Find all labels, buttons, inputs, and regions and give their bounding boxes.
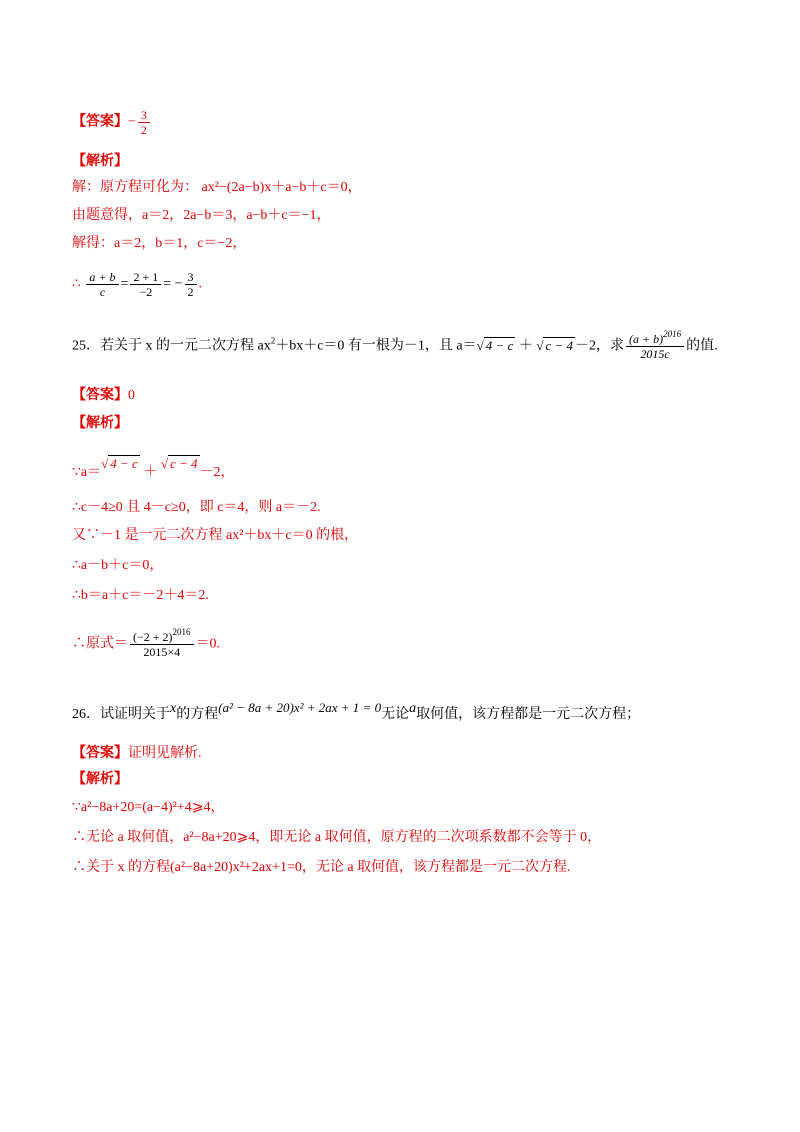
solution-25-line3: 又∵－1 是一元二次方程 ax²＋bx＋c＝0 的根，: [72, 528, 359, 543]
sqrt-c-minus-4: √ c − 4: [536, 337, 574, 353]
sqrt-4-minus-c: √ 4 − c: [476, 337, 514, 353]
solution-26-line3: ∴关于 x 的方程(a²−8a+20)x²+2ax+1=0，无论 a 取何值，该方程都是一元二次方程.: [72, 860, 571, 875]
solution-25-line5: ∴b＝a＋c＝－2＋4＝2.: [72, 588, 209, 603]
fraction-original-expression: $\frac{(-2 + 2)^{2016}}{2015\times 4}$: [130, 630, 194, 659]
solution-25-line2: ∴c－4≥0 且 4－c≥0，即 c＝4，则 a＝－2.: [72, 500, 321, 515]
quadratic-equation: (a² − 8a + 20)x² + 2ax + 1 = 0: [218, 700, 382, 715]
solution-26-line2: ∴无论 a 取何值，a²−8a+20⩾4，即无论 a 取何值，原方程的二次项系数都不会等于 0，: [72, 830, 602, 845]
fraction-a-plus-b-power-over-2015c: $\frac{(a + b)^{2016}}{2015c}$: [626, 332, 684, 361]
fraction-3-over-2: $\frac{3}{2}$: [185, 270, 197, 299]
answer-26: 【答案】证明见解析.: [72, 746, 202, 761]
solution-24-line3: 解得：a＝2，b＝1，c＝−2，: [72, 236, 247, 251]
answer-24-fraction: $\frac{3}{2}$: [138, 108, 150, 137]
solution-25-line4: ∴a－b＋c＝0，: [72, 558, 164, 573]
solution-25-line1: ∵a＝√ 4 − c ＋ √ c − 4－2，: [72, 456, 235, 480]
fraction-a-plus-b-over-c: $\frac{a + b}{c}$: [86, 270, 118, 299]
solution-24-line2: 由题意得，a＝2，2a−b＝3，a−b＋c＝−1，: [72, 208, 331, 223]
question-25: 25．若关于 x 的一元二次方程 $ax^2+bx+c=0$ 有一根为－1，且 a＝√ 4 − c ＋ √ c − 4 －2，求 $\frac{(a + b)^{2016}}{2015c}$ 的值.: [72, 329, 718, 361]
solution-25-line6: ∴原式＝ $\frac{(-2 + 2)^{2016}}{2015\times 4}$ ＝0.: [72, 627, 221, 659]
analysis-label-24: 【解析】: [72, 154, 128, 169]
solution-24-line4: ∴ $\frac{a + b}{c}$ = $\frac{2 + 1}{-2}$ = − $\frac{3}{2}$ .: [72, 270, 203, 299]
question-26: 26．试证明关于x的方程(a² − 8a + 20)x² + 2ax + 1 = 0无论a取何值，该方程都是一元二次方程；: [72, 700, 641, 722]
analysis-label-25: 【解析】: [72, 416, 128, 431]
solution-26-line1: ∵a²−8a+20=(a−4)²+4⩾4，: [72, 800, 225, 815]
answer-24: 【答案】− $\frac{3}{2}$: [72, 108, 152, 137]
answer-label: 【答案】: [72, 114, 128, 130]
analysis-label-26: 【解析】: [72, 772, 128, 787]
solution-24-line1: 解：原方程可化为： ax²−(2a−b)x＋a−b＋c＝0，: [72, 180, 362, 195]
fraction-3-over-neg2: $\frac{2 + 1}{-2}$: [130, 270, 161, 299]
answer-25: 【答案】0: [72, 388, 135, 403]
